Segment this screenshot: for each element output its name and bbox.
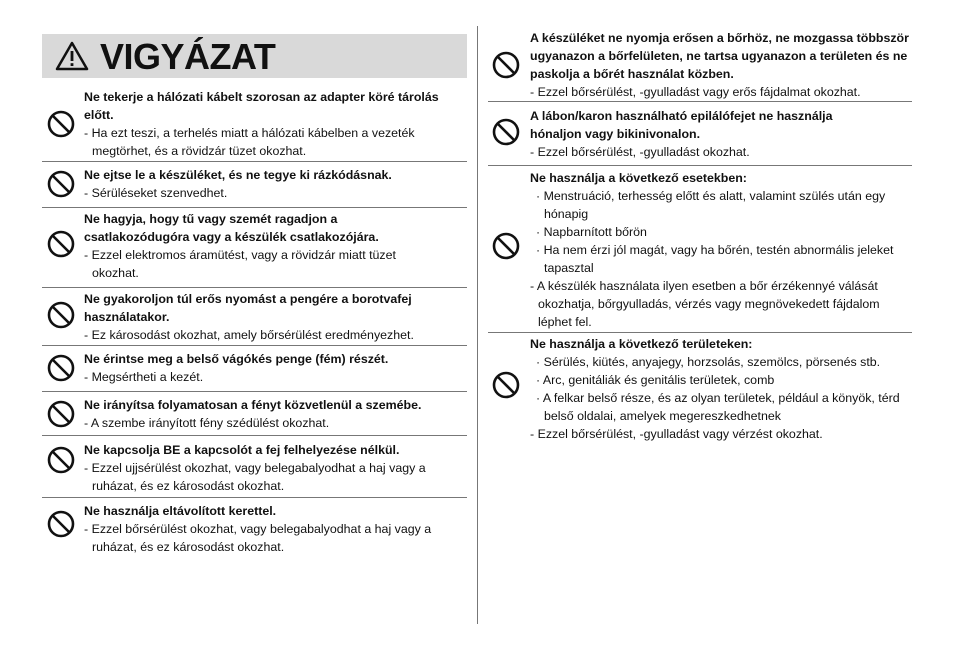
caution-heading: Ne érintse meg a belső vágókés penge (fém) részét. <box>84 352 389 366</box>
condition-item: · Napbarnított bőrön <box>536 225 647 239</box>
condition-item: · Menstruáció, terhesség előtt és alatt, valamint szülés után egy hónapig <box>536 189 886 221</box>
caution-text: - Ezzel ujjsérülést okozhat, vagy belegabalyodhat a haj vagy a ruházat, és ez károsodást okozhat. <box>84 461 426 493</box>
prohibition-icon <box>47 230 75 258</box>
area-item: · Arc, genitáliák és genitális területek, comb <box>536 373 775 387</box>
prohibition-icon <box>47 354 75 382</box>
caution-heading: Ne irányítsa folyamatosan a fényt közvetlenül a szemébe. <box>84 398 422 412</box>
caution-heading: Ne használja a következő esetekben: <box>530 171 747 185</box>
condition-item: · Ha nem érzi jól magát, vagy ha bőrén, testén abnormális jeleket tapasztal <box>536 243 894 275</box>
caution-text: - Ezzel elektromos áramütést, vagy a rövidzár miatt tüzet okozhat. <box>84 248 396 280</box>
caution-heading: A készüléket ne nyomja erősen a bőrhöz, ne mozgassa többször ugyanazon a bőrfelületen, ne tartsa ugyanazon a területen és ne paskolja a bőrét használat közben. <box>530 31 909 81</box>
caution-item <box>42 86 467 162</box>
caution-text: - Ez károsodást okozhat, amely bőrsérülést eredményezhet. <box>84 328 414 342</box>
caution-heading: Ne ejtse le a készüléket, és ne tegye ki rázkódásnak. <box>84 168 392 182</box>
caution-text: - Ezzel bőrsérülést okozhat, vagy belegabalyodhat a haj vagy a ruházat, és ez károsodást okozhat. <box>84 522 432 554</box>
caution-item <box>488 166 912 333</box>
caution-heading: Ne kapcsolja BE a kapcsolót a fej felhelyezése nélkül. <box>84 443 400 457</box>
caution-header <box>42 34 467 78</box>
caution-heading: Ne használja a következő területeken: <box>530 337 753 351</box>
caution-item <box>42 208 467 288</box>
prohibition-icon <box>492 371 520 399</box>
caution-heading: Ne tekerje a hálózati kábelt szorosan az adapter köré tárolás előtt. <box>84 90 439 122</box>
caution-item <box>42 162 467 208</box>
caution-item <box>42 436 467 498</box>
caution-text: - Sérüléseket szenvedhet. <box>84 186 228 200</box>
caution-heading: A lábon/karon használható epilálófejet ne használja hónaljon vagy bikinivonalon. <box>530 109 833 141</box>
caution-text: - Ha ezt teszi, a terhelés miatt a hálózati kábelben a vezeték megtörhet, és a rövidzár tüzet okozhat. <box>84 126 415 158</box>
area-item: · Sérülés, kiütés, anyajegy, horzsolás, szemölcs, pörsenés stb. <box>536 355 881 369</box>
prohibition-icon <box>492 118 520 146</box>
prohibition-icon <box>47 446 75 474</box>
caution-item <box>42 346 467 392</box>
prohibition-icon <box>47 510 75 538</box>
caution-item <box>488 102 912 166</box>
caution-heading: Ne hagyja, hogy tű vagy szemét ragadjon a csatlakozódugóra vagy a készülék csatlakozójára. <box>84 212 379 244</box>
caution-text: - Ezzel bőrsérülést, -gyulladást okozhat. <box>530 145 750 159</box>
caution-item <box>42 288 467 346</box>
prohibition-icon <box>492 232 520 260</box>
page-title: VIGYÁZAT <box>100 36 276 77</box>
caution-text: - A szembe irányított fény szédülést okozhat. <box>84 416 330 430</box>
caution-heading: Ne használja eltávolított kerettel. <box>84 504 277 518</box>
warning-triangle-icon <box>55 41 89 71</box>
caution-text: - Ezzel bőrsérülést, -gyulladást vagy erős fájdalmat okozhat. <box>530 85 861 99</box>
caution-item <box>42 392 467 436</box>
prohibition-icon <box>47 400 75 428</box>
caution-item <box>488 28 912 102</box>
caution-item <box>42 498 467 562</box>
column-divider <box>477 26 478 624</box>
caution-item <box>488 333 912 448</box>
prohibition-icon <box>47 170 75 198</box>
prohibition-icon <box>47 110 75 138</box>
prohibition-icon <box>492 51 520 79</box>
caution-text: - Ezzel bőrsérülést, -gyulladást vagy vérzést okozhat. <box>530 427 823 441</box>
caution-text: - A készülék használata ilyen esetben a bőr érzékennyé válását okozhatja, bőrgyulladás, vérzés vagy megnövekedett fájdalom léphet fel. <box>530 279 880 329</box>
prohibition-icon <box>47 301 75 329</box>
area-item: · A felkar belső része, és az olyan területek, például a könyök, térd belső oldalai, amelyek megereszkedhetnek <box>536 391 900 423</box>
caution-heading: Ne gyakoroljon túl erős nyomást a pengére a borotvafej használatakor. <box>84 292 412 324</box>
caution-text: - Megsértheti a kezét. <box>84 370 204 384</box>
